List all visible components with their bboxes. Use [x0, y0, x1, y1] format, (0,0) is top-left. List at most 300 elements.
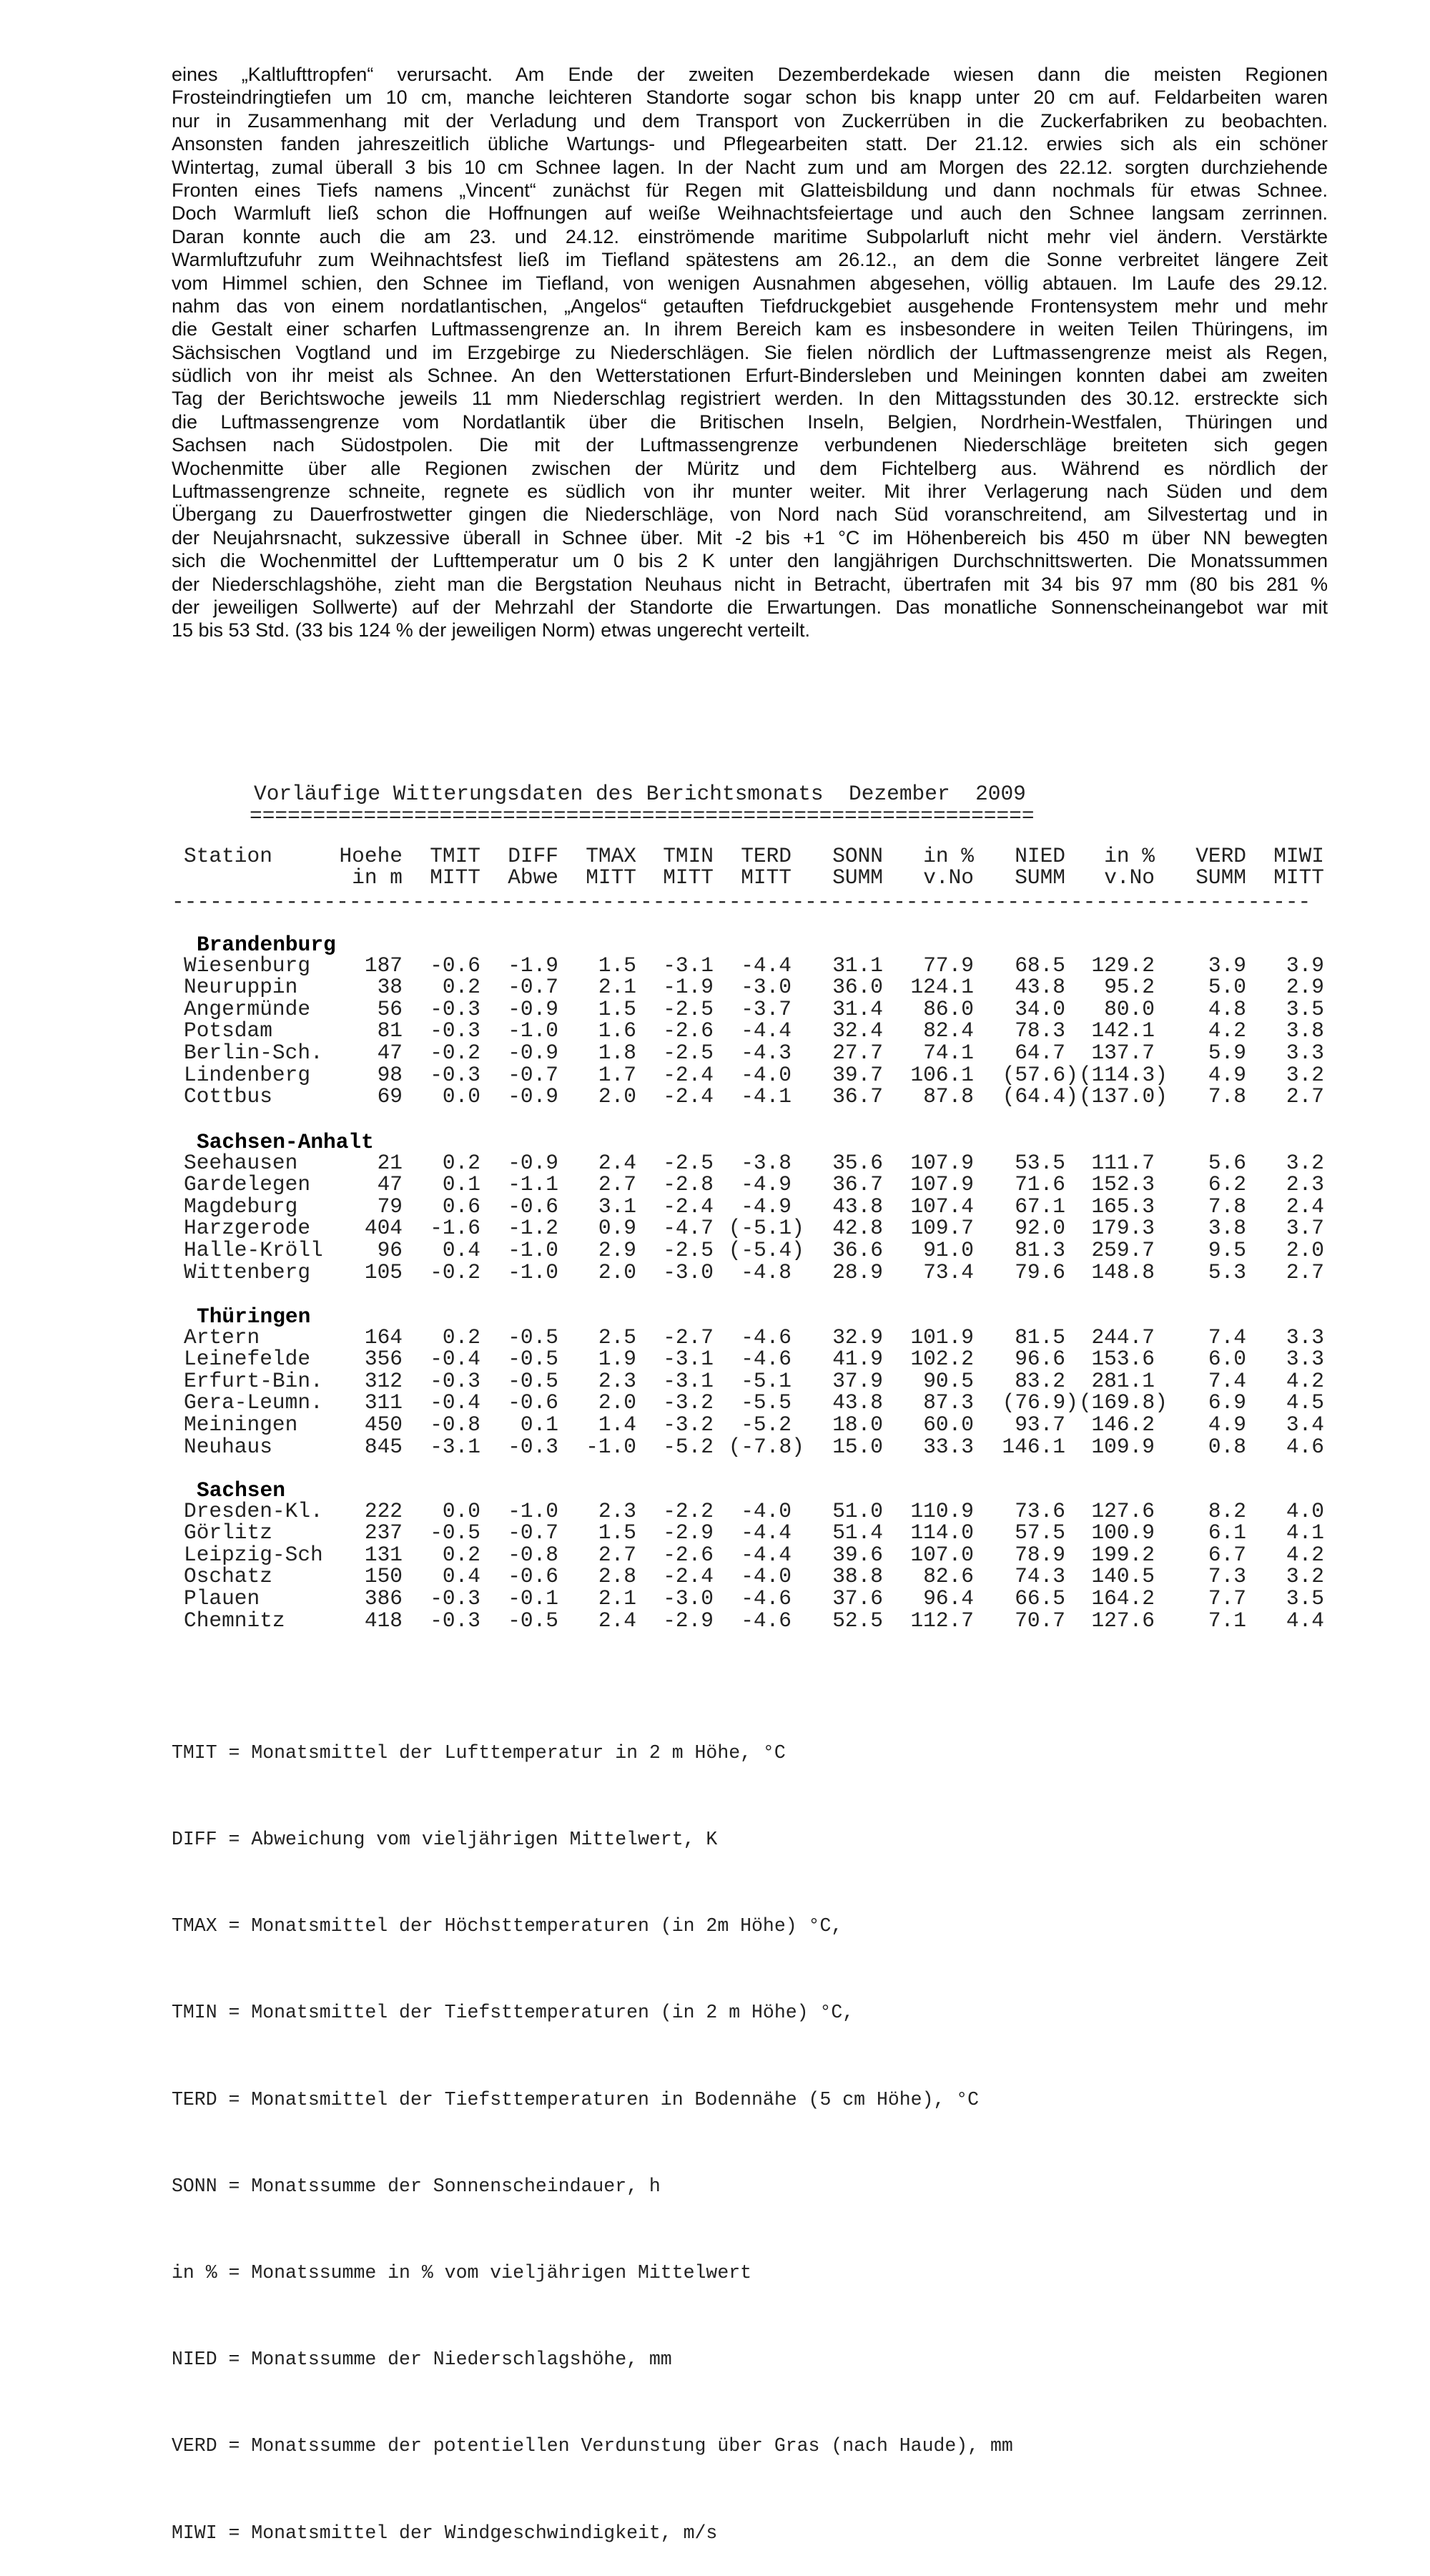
table-cell: 5.6	[1208, 1150, 1246, 1175]
table-cell: 1.6	[598, 1018, 636, 1043]
table-cell: 110.9	[910, 1498, 974, 1523]
table-cell: 87.3	[923, 1390, 974, 1415]
station-name: Berlin-Sch.	[184, 1041, 323, 1065]
table-cell: -1.0	[586, 1434, 636, 1459]
station-name: Leipzig-Sch	[184, 1542, 323, 1567]
table-cell: -0.2	[430, 1041, 480, 1065]
table-cell: 259.7	[1091, 1238, 1155, 1262]
table-cell: 3.5	[1286, 1586, 1324, 1611]
column-unit-tmit: MITT	[430, 865, 480, 890]
table-cell: 0.4	[442, 1238, 480, 1262]
table-cell: 3.4	[1286, 1412, 1324, 1437]
table-cell: 4.5	[1286, 1390, 1324, 1415]
legend-item-tmax: TMAX = Monatsmittel der Höchsttemperaturen (in 2m Höhe) °C,	[172, 1915, 843, 1937]
paragraph-line: vom Himmel schien, den Schnee im Tiefland, von wenigen Ausnahmen abgesehen, völlig abtauen. Im Laufe des 29.12.	[172, 272, 1328, 294]
table-cell: -4.0	[741, 1062, 792, 1087]
table-cell: 1.9	[598, 1347, 636, 1372]
table-cell: -5.2	[663, 1434, 714, 1459]
column-unit-tmin: MITT	[663, 865, 714, 890]
table-cell: 146.1	[1002, 1434, 1065, 1459]
table-cell: -3.1	[663, 1347, 714, 1372]
table-cell: 137.7	[1091, 1041, 1155, 1065]
table-cell: 845	[364, 1434, 403, 1459]
table-cell: -3.7	[741, 996, 792, 1021]
table-cell: 80.0	[1104, 996, 1155, 1021]
body-paragraph	[172, 63, 1328, 642]
table-cell: -2.6	[663, 1542, 714, 1567]
table-cell: 81.5	[1015, 1324, 1065, 1350]
table-cell: 107.4	[910, 1194, 974, 1219]
table-cell: -2.5	[663, 996, 714, 1021]
table-cell: -2.9	[663, 1608, 714, 1633]
table-cell: -4.6	[741, 1608, 792, 1633]
table-cell: 4.2	[1286, 1542, 1324, 1567]
table-cell: -0.3	[430, 1368, 480, 1393]
table-cell: 0.1	[520, 1412, 558, 1437]
table-cell: 6.0	[1208, 1347, 1246, 1372]
table-cell: 4.9	[1208, 1412, 1246, 1437]
table-cell: 8.2	[1208, 1498, 1246, 1523]
station-name: Neuhaus	[184, 1434, 272, 1459]
table-cell: 1.7	[598, 1062, 636, 1087]
paragraph-line: Doch Warmluft ließ schon die Hoffnungen auf weiße Weihnachtsfeiertage und auch den Schnee langsam zerrinnen.	[172, 202, 1328, 225]
table-cell: (57.6)	[1002, 1062, 1078, 1087]
table-cell: 7.1	[1208, 1608, 1246, 1633]
table-cell: 15.0	[832, 1434, 883, 1459]
table-cell: -2.5	[663, 1150, 714, 1175]
table-cell: -4.0	[741, 1564, 792, 1589]
station-name: Wiesenburg	[184, 953, 311, 978]
table-cell: -0.7	[508, 975, 558, 1000]
table-cell: 199.2	[1091, 1542, 1155, 1567]
station-name: Chemnitz	[184, 1608, 285, 1633]
table-cell: -3.8	[741, 1150, 792, 1175]
table-cell: 3.7	[1286, 1216, 1324, 1241]
table-cell: 70.7	[1015, 1608, 1065, 1633]
table-cell: 2.1	[598, 975, 636, 1000]
table-cell: 3.9	[1286, 953, 1324, 978]
table-cell: 98	[377, 1062, 403, 1087]
table-cell: 418	[364, 1608, 403, 1633]
paragraph-line: Sachsen nach Südostpolen. Die mit der Luftmassengrenze verbundenen Niederschläge breiteten sich gegen	[172, 434, 1328, 456]
table-cell: 7.4	[1208, 1368, 1246, 1393]
table-cell: 237	[364, 1520, 403, 1545]
table-cell: (76.9)	[1002, 1390, 1078, 1415]
table-cell: -4.6	[741, 1347, 792, 1372]
table-cell: 73.6	[1015, 1498, 1065, 1523]
table-cell: -0.9	[508, 1041, 558, 1065]
table-cell: -2.4	[663, 1062, 714, 1087]
table-cell: 38	[377, 975, 403, 1000]
table-cell: -1.0	[508, 1498, 558, 1523]
table-cell: 152.3	[1091, 1172, 1155, 1197]
table-cell: 7.4	[1208, 1324, 1246, 1350]
station-name: Oschatz	[184, 1564, 272, 1589]
table-cell: -3.1	[663, 953, 714, 978]
table-cell: 51.0	[832, 1498, 883, 1523]
table-cell: (-5.1)	[728, 1216, 804, 1241]
column-unit-hoehe: in m	[352, 865, 403, 890]
table-cell: -1.9	[663, 975, 714, 1000]
table-cell: -4.4	[741, 1018, 792, 1043]
station-name: Görlitz	[184, 1520, 272, 1545]
table-cell: 153.6	[1091, 1347, 1155, 1372]
column-header-tmin: TMIN	[663, 844, 714, 868]
table-cell: 0.2	[442, 1150, 480, 1175]
table-cell: 150	[364, 1564, 403, 1589]
table-cell: 148.8	[1091, 1259, 1155, 1284]
table-cell: -1.0	[508, 1018, 558, 1043]
station-name: Lindenberg	[184, 1062, 311, 1087]
table-cell: 111.7	[1091, 1150, 1155, 1175]
legend-item-diff: DIFF = Abweichung vom vieljährigen Mittelwert, K	[172, 1829, 718, 1851]
table-cell: -0.9	[508, 1150, 558, 1175]
table-cell: -3.2	[663, 1412, 714, 1437]
table-cell: 7.3	[1208, 1564, 1246, 1589]
paragraph-line: Frosteindringtiefen um 10 cm, manche leichteren Standorte sogar schon bis knapp unter 20 cm auf. Feldarbeiten waren	[172, 87, 1328, 109]
table-cell: 56	[377, 996, 403, 1021]
table-cell: -2.4	[663, 1194, 714, 1219]
table-cell: 90.5	[923, 1368, 974, 1393]
table-cell: -3.0	[663, 1259, 714, 1284]
paragraph-line: Daran konnte auch die am 23. und 24.12. einströmende maritime Subpolarluft nicht mehr viel ändern. Verstärkte	[172, 225, 1328, 247]
table-cell: 6.9	[1208, 1390, 1246, 1415]
table-cell: -0.6	[508, 1194, 558, 1219]
paragraph-line: der Niederschlagshöhe, zieht man die Bergstation Neuhaus nicht in Betracht, übertrafen mit 34 bis 97 mm (80 bis 281 %	[172, 573, 1328, 595]
table-cell: -0.6	[508, 1390, 558, 1415]
paragraph-line: Wintertag, zumal überall 3 bis 10 cm Schnee lagen. In der Nacht zum und am Morgen des 22.12. sorgten durchziehende	[172, 156, 1328, 178]
legend	[172, 1681, 1013, 2576]
station-name: Gardelegen	[184, 1172, 311, 1197]
table-cell: -1.1	[508, 1172, 558, 1197]
table-cell: 96.6	[1015, 1347, 1065, 1372]
table-cell: -0.3	[508, 1434, 558, 1459]
table-cell: 3.3	[1286, 1324, 1324, 1350]
column-header-nied-pct: in %	[1104, 844, 1155, 868]
table-cell: 179.3	[1091, 1216, 1155, 1241]
legend-item-nied: NIED = Monatssumme der Niederschlagshöhe, mm	[172, 2349, 672, 2371]
paragraph-line: sich die Wochenmittel der Lufttemperatur um 0 bis 2 K unter den langjährigen Durchschnittswerten. Die Monatssummen	[172, 550, 1328, 572]
table-cell: 82.6	[923, 1564, 974, 1589]
station-name: Erfurt-Bin.	[184, 1368, 323, 1393]
table-cell: 107.9	[910, 1150, 974, 1175]
table-cell: 4.1	[1286, 1520, 1324, 1545]
table-cell: 69	[377, 1084, 403, 1109]
table-cell: 3.8	[1286, 1018, 1324, 1043]
table-cell: -0.5	[508, 1347, 558, 1372]
table-cell: 5.9	[1208, 1041, 1246, 1065]
table-title: Vorläufige Witterungsdaten des Berichtsmonats Dezember 2009	[254, 782, 1026, 806]
table-cell: 386	[364, 1586, 403, 1611]
paragraph-line: die Gestalt einer scharfen Luftmassengrenze an. In ihrem Bereich kam es insbesondere in weiten Teilen Thüringens, im	[172, 318, 1328, 340]
table-cell: 6.1	[1208, 1520, 1246, 1545]
table-cell: 81.3	[1015, 1238, 1065, 1262]
table-cell: 2.4	[598, 1150, 636, 1175]
column-header-diff: DIFF	[508, 844, 558, 868]
table-cell: 37.9	[832, 1368, 883, 1393]
table-cell: -0.3	[430, 1062, 480, 1087]
table-cell: 450	[364, 1412, 403, 1437]
table-cell: -0.3	[430, 1608, 480, 1633]
table-cell: 2.4	[598, 1608, 636, 1633]
station-name: Plauen	[184, 1586, 260, 1611]
table-cell: -0.8	[508, 1542, 558, 1567]
paragraph-line: südlich von ihr meist als Schnee. An den Wetterstationen Erfurt-Bindersleben und Meiningen konnten dabei am zweiten	[172, 365, 1328, 387]
table-cell: -0.3	[430, 1586, 480, 1611]
table-cell: -2.9	[663, 1520, 714, 1545]
table-cell: -2.8	[663, 1172, 714, 1197]
table-cell: 100.9	[1091, 1520, 1155, 1545]
station-name: Magdeburg	[184, 1194, 298, 1219]
table-cell: -0.4	[430, 1390, 480, 1415]
table-cell: -4.9	[741, 1194, 792, 1219]
column-header-terd: TERD	[741, 844, 792, 868]
table-cell: 93.7	[1015, 1412, 1065, 1437]
table-cell: 2.1	[598, 1586, 636, 1611]
table-cell: 36.6	[832, 1238, 883, 1262]
table-cell: 3.2	[1286, 1062, 1324, 1087]
table-cell: 2.3	[598, 1498, 636, 1523]
table-cell: 82.4	[923, 1018, 974, 1043]
table-cell: -0.6	[430, 953, 480, 978]
station-name: Leinefelde	[184, 1347, 311, 1372]
table-cell: 0.6	[442, 1194, 480, 1219]
table-cell: 41.9	[832, 1347, 883, 1372]
table-cell: 4.0	[1286, 1498, 1324, 1523]
column-header-station: Station	[184, 844, 272, 868]
table-cell: 64.7	[1015, 1041, 1065, 1065]
paragraph-line: der jeweiligen Sollwerte) auf der Mehrzahl der Standorte die Erwartungen. Das monatliche Sonnenscheinangebot war mit	[172, 596, 1328, 618]
table-cell: -0.4	[430, 1347, 480, 1372]
table-cell: 71.6	[1015, 1172, 1065, 1197]
table-cell: 0.0	[442, 1084, 480, 1109]
paragraph-line: Übergang zu Dauerfrostwetter gingen die Niederschläge, von Nord nach Süd voranschreitend, am Silvestertag und in	[172, 503, 1328, 526]
table-cell: -2.6	[663, 1018, 714, 1043]
station-name: Dresden-Kl.	[184, 1498, 323, 1523]
table-cell: 92.0	[1015, 1216, 1065, 1241]
table-cell: 5.3	[1208, 1259, 1246, 1284]
table-cell: 4.4	[1286, 1608, 1324, 1633]
table-cell: 142.1	[1091, 1018, 1155, 1043]
table-cell: 36.0	[832, 975, 883, 1000]
table-cell: 131	[364, 1542, 403, 1567]
table-cell: 404	[364, 1216, 403, 1241]
table-cell: 7.7	[1208, 1586, 1246, 1611]
paragraph-line: Fronten eines Tiefs namens „Vincent“ zunächst für Regen mit Glatteisbildung und dann nochmals für etwas Schnee.	[172, 179, 1328, 201]
column-header-nied: NIED	[1015, 844, 1065, 868]
column-unit-nied-pct: v.No	[1104, 865, 1155, 890]
table-cell: 0.1	[442, 1172, 480, 1197]
station-name: Gera-Leumn.	[184, 1390, 323, 1415]
table-cell: 2.7	[1286, 1259, 1324, 1284]
paragraph-line: nur in Zusammenhang mit der Verladung und dem Transport von Zuckerrüben in die Zuckerfabriken zu beobachten.	[172, 109, 1328, 132]
table-cell: -0.5	[508, 1368, 558, 1393]
table-cell: 18.0	[832, 1412, 883, 1437]
table-cell: -5.1	[741, 1368, 792, 1393]
table-cell: 32.9	[832, 1324, 883, 1350]
table-cell: 106.1	[910, 1062, 974, 1087]
paragraph-line: die Luftmassengrenze vom Nordatlantik über die Britischen Inseln, Belgien, Nordrhein-Westfalen, Thüringen und	[172, 411, 1328, 433]
table-cell: (-7.8)	[728, 1434, 804, 1459]
table-cell: -0.5	[508, 1324, 558, 1350]
table-cell: -4.6	[741, 1324, 792, 1350]
paragraph-line: eines „Kaltlufttropfen“ verursacht. Am Ende der zweiten Dezemberdekade wiesen dann die meisten Regionen	[172, 64, 1328, 85]
table-cell: -0.2	[430, 1259, 480, 1284]
group-heading: Thüringen	[197, 1304, 311, 1329]
table-cell: 127.6	[1091, 1608, 1155, 1633]
table-cell: -1.2	[508, 1216, 558, 1241]
column-header-verd: VERD	[1195, 844, 1246, 868]
table-cell: 222	[364, 1498, 403, 1523]
table-cell: -0.8	[430, 1412, 480, 1437]
table-cell: 2.0	[598, 1084, 636, 1109]
table-cell: 74.3	[1015, 1564, 1065, 1589]
table-cell: 42.8	[832, 1216, 883, 1241]
paragraph-line: Wochenmitte über alle Regionen zwischen der Müritz und dem Fichtelberg aus. Während es nördlich der	[172, 457, 1328, 479]
table-cell: 3.5	[1286, 996, 1324, 1021]
station-name: Artern	[184, 1324, 260, 1350]
table-cell: -4.0	[741, 1498, 792, 1523]
table-cell: 2.5	[598, 1324, 636, 1350]
table-cell: 52.5	[832, 1608, 883, 1633]
table-cell: 78.9	[1015, 1542, 1065, 1567]
table-cell: 129.2	[1091, 953, 1155, 978]
column-header-miwi: MIWI	[1273, 844, 1324, 868]
table-cell: 4.2	[1208, 1018, 1246, 1043]
table-cell: 28.9	[832, 1259, 883, 1284]
table-cell: -0.5	[508, 1608, 558, 1633]
table-cell: 67.1	[1015, 1194, 1065, 1219]
table-cell: 96	[377, 1238, 403, 1262]
table-cell: 3.2	[1286, 1564, 1324, 1589]
table-cell: 2.0	[1286, 1238, 1324, 1262]
table-cell: 109.9	[1091, 1434, 1155, 1459]
legend-item-tmin: TMIN = Monatsmittel der Tiefsttemperaturen (in 2 m Höhe) °C,	[172, 2002, 854, 2024]
table-cell: -2.4	[663, 1564, 714, 1589]
legend-item-in-percent: in % = Monatssumme in % vom vieljährigen Mittelwert	[172, 2262, 752, 2284]
paragraph-line: Warmluftzufuhr zum Weihnachtsfest ließ im Tiefland spätestens am 26.12., an dem die Sonne verbreitet längere Zeit	[172, 249, 1328, 271]
table-cell: -1.9	[508, 953, 558, 978]
station-name: Potsdam	[184, 1018, 272, 1043]
table-cell: 1.5	[598, 996, 636, 1021]
table-cell: 66.5	[1015, 1586, 1065, 1611]
column-unit-diff: Abwe	[508, 865, 558, 890]
table-cell: 35.6	[832, 1150, 883, 1175]
table-cell: 2.3	[1286, 1172, 1324, 1197]
table-cell: 0.4	[442, 1564, 480, 1589]
paragraph-line: 15 bis 53 Std. (33 bis 124 % der jeweiligen Norm) etwas ungerecht verteilt.	[172, 619, 810, 641]
table-cell: 114.0	[910, 1520, 974, 1545]
table-cell: 0.2	[442, 1324, 480, 1350]
table-cell: 4.8	[1208, 996, 1246, 1021]
table-cell: 27.7	[832, 1041, 883, 1065]
column-header-tmit: TMIT	[430, 844, 480, 868]
legend-item-tmit: TMIT = Monatsmittel der Lufttemperatur in 2 m Höhe, °C	[172, 1741, 786, 1764]
table-cell: 2.7	[1286, 1084, 1324, 1109]
table-cell: -3.0	[741, 975, 792, 1000]
table-cell: -4.4	[741, 1542, 792, 1567]
table-cell: 74.1	[923, 1041, 974, 1065]
station-name: Wittenberg	[184, 1259, 311, 1284]
table-cell: 47	[377, 1172, 403, 1197]
table-cell: -5.5	[741, 1390, 792, 1415]
table-cell: -4.1	[741, 1084, 792, 1109]
table-cell: 86.0	[923, 996, 974, 1021]
table-cell: 3.3	[1286, 1347, 1324, 1372]
table-cell: 83.2	[1015, 1368, 1065, 1393]
group-heading: Brandenburg	[197, 933, 336, 957]
table-cell: (169.8)	[1078, 1390, 1168, 1415]
table-cell: 5.0	[1208, 975, 1246, 1000]
table-cell: (137.0)	[1078, 1084, 1168, 1109]
table-cell: 4.6	[1286, 1434, 1324, 1459]
table-cell: -4.6	[741, 1586, 792, 1611]
table-cell: -1.0	[508, 1259, 558, 1284]
table-cell: -2.5	[663, 1238, 714, 1262]
station-name: Halle-Kröll	[184, 1238, 323, 1262]
table-cell: 51.4	[832, 1520, 883, 1545]
table-cell: 3.1	[598, 1194, 636, 1219]
table-cell: 165.3	[1091, 1194, 1155, 1219]
table-cell: 21	[377, 1150, 403, 1175]
table-cell: 101.9	[910, 1324, 974, 1350]
column-unit-nied: SUMM	[1015, 865, 1065, 890]
table-cell: -4.4	[741, 1520, 792, 1545]
table-cell: 140.5	[1091, 1564, 1155, 1589]
table-cell: -4.3	[741, 1041, 792, 1065]
table-cell: 43.8	[832, 1390, 883, 1415]
legend-item-terd: TERD = Monatsmittel der Tiefsttemperaturen in Bodennähe (5 cm Höhe), °C	[172, 2088, 980, 2110]
table-cell: -4.8	[741, 1259, 792, 1284]
paragraph-line: Luftmassengrenze schneite, regnete es südlich von ihr munter weiter. Mit ihrer Verlagerung nach Süden und dem	[172, 481, 1328, 503]
table-cell: -0.6	[508, 1564, 558, 1589]
column-unit-sonn-pct: v.No	[923, 865, 974, 890]
column-header-sonn: SONN	[832, 844, 883, 868]
group-heading: Sachsen	[197, 1478, 285, 1503]
table-cell: 3.8	[1208, 1216, 1246, 1241]
table-cell: 78.3	[1015, 1018, 1065, 1043]
paragraph-line: Sächsischen Vogtland und im Erzgebirge zu Niederschlägen. Sie fielen nördlich der Luftmassengrenze meist als Regen,	[172, 341, 1328, 363]
table-cell: 312	[364, 1368, 403, 1393]
table-cell: 37.6	[832, 1586, 883, 1611]
group-heading: Sachsen-Anhalt	[197, 1130, 374, 1154]
table-cell: 2.3	[598, 1368, 636, 1393]
table-cell: 3.9	[1208, 953, 1246, 978]
table-cell: 187	[364, 953, 403, 978]
table-cell: -2.4	[663, 1084, 714, 1109]
table-cell: 356	[364, 1347, 403, 1372]
table-cell: 36.7	[832, 1084, 883, 1109]
legend-item-sonn: SONN = Monatssumme der Sonnenscheindauer, h	[172, 2175, 661, 2197]
table-cell: 0.2	[442, 975, 480, 1000]
table-cell: -3.1	[663, 1368, 714, 1393]
legend-item-verd: VERD = Monatssumme der potentiellen Verdunstung über Gras (nach Haude), mm	[172, 2435, 1013, 2457]
table-cell: 2.9	[1286, 975, 1324, 1000]
column-unit-miwi: MITT	[1273, 865, 1324, 890]
column-unit-tmax: MITT	[586, 865, 636, 890]
table-cell: 7.8	[1208, 1194, 1246, 1219]
table-cell: -0.5	[430, 1520, 480, 1545]
table-cell: 68.5	[1015, 953, 1065, 978]
table-cell: 1.4	[598, 1412, 636, 1437]
table-cell: 53.5	[1015, 1150, 1065, 1175]
table-cell: (64.4)	[1002, 1084, 1078, 1109]
table-cell: 102.2	[910, 1347, 974, 1372]
table-cell: 77.9	[923, 953, 974, 978]
table-cell: -1.6	[430, 1216, 480, 1241]
station-name: Meiningen	[184, 1412, 298, 1437]
table-cell: 39.6	[832, 1542, 883, 1567]
